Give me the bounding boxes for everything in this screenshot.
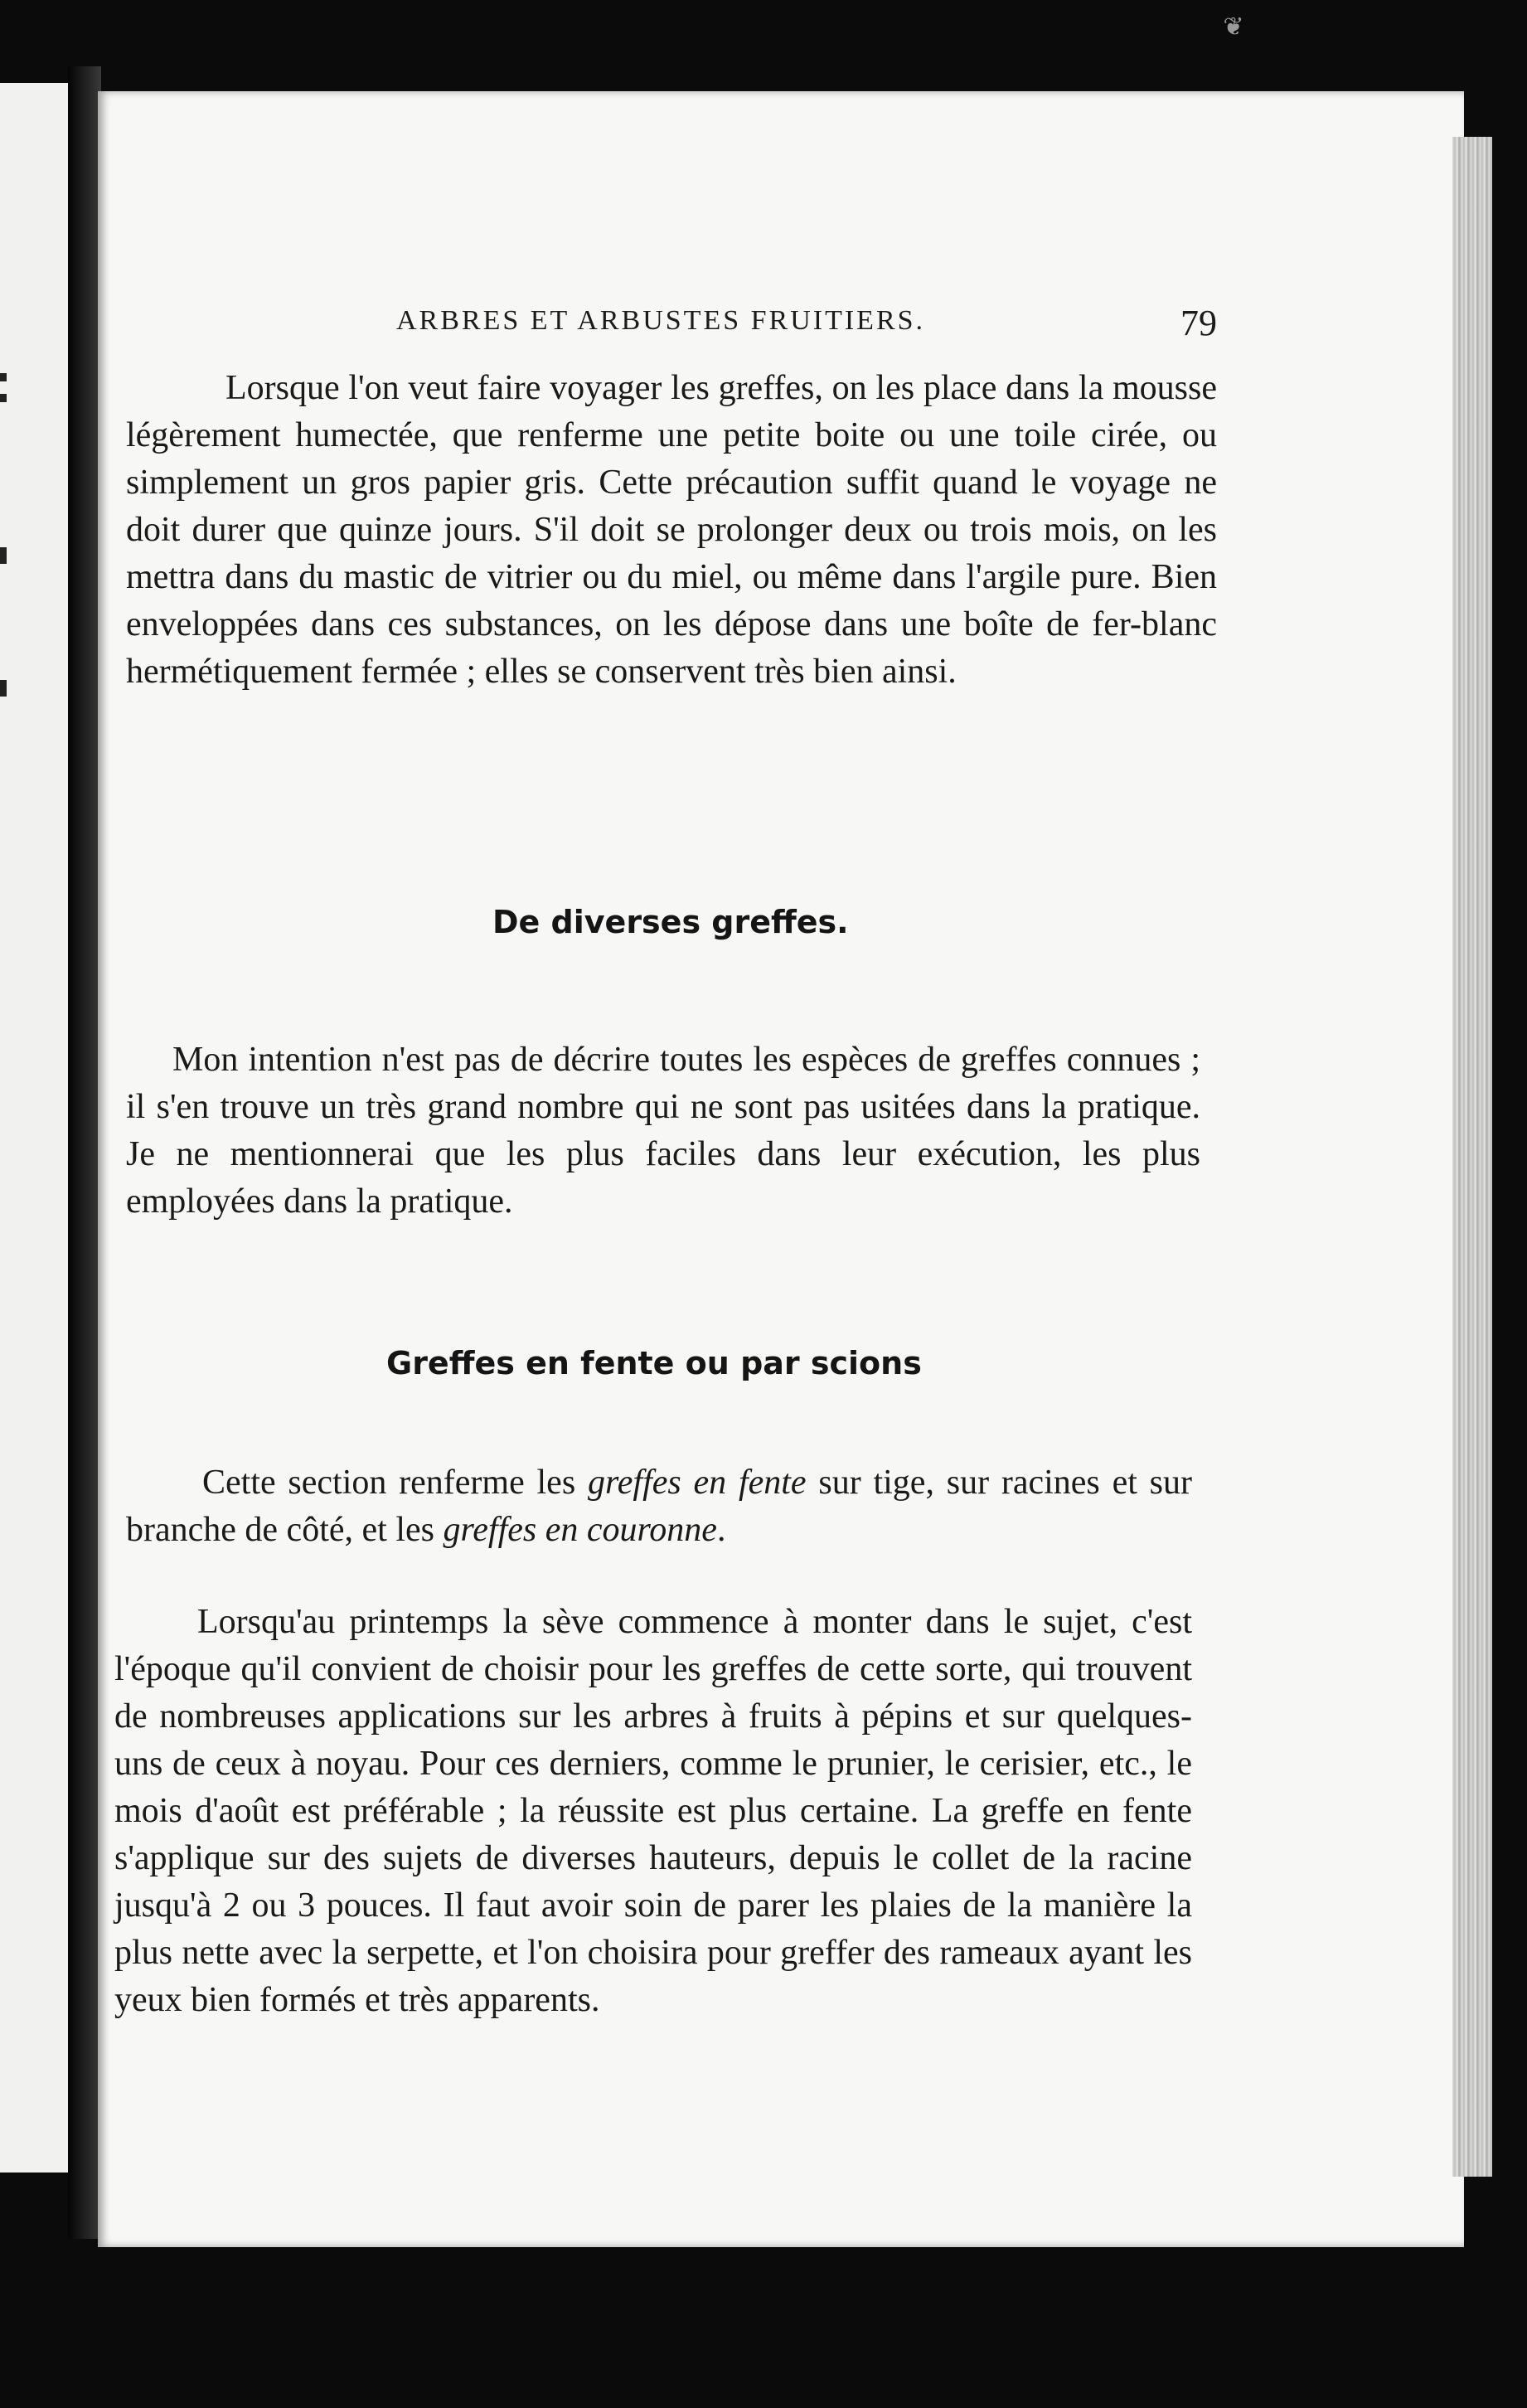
paragraph-3-text: sur tige, sur racines et sur branche de côté, et les: [126, 1464, 1192, 1549]
section-heading-greffes-en-fente: Greffes en fente ou par scions: [386, 1345, 922, 1381]
paragraph-2: Mon intention n'est pas de décrire toutes les espèces de greffes connues ; il s'en trouve un très grand nombre qui ne sont pas usitées dans la pratique. Je ne mentionnerai que les plus faciles dans leur exécution, les plus employées dans la pratique.: [126, 1041, 1200, 1221]
paragraph-3-text: Cette section renferme les: [202, 1464, 588, 1502]
left-page-mark: [0, 373, 7, 381]
left-page-mark: [0, 680, 7, 697]
paragraph-4: Lorsqu'au printemps la sève commence à monter dans le sujet, c'est l'époque qu'il convient de choisir pour les greffes de cette sorte, qui trouvent de nombreuses applications sur les arbres à fruits à pépins et sur quelques-uns de ceux à noyau. Pour ces derniers, comme le prunier, le cerisier, etc., le mois d'août est préférable ; la réussite est plus certaine. La greffe en fente s'applique sur des sujets de diverses hauteurs, depuis le collet de la racine jusqu'à 2 ou 3 pouces. Il faut avoir soin de parer les plaies de la manière la plus nette avec la serpette, et l'on choisira pour greffer des rameaux ayant les yeux bien formés et très apparents.: [114, 1603, 1192, 2019]
section-heading-diverses-greffes: De diverses greffes.: [492, 904, 849, 940]
page-edge: [1452, 137, 1492, 2177]
paragraph-3-text: .: [716, 1511, 726, 1549]
paragraph-3: [126, 1459, 1192, 1554]
italic-term-greffes-en-couronne: greffes en couronne: [443, 1511, 717, 1549]
paragraph-1: Lorsque l'on veut faire voyager les greffes, on les place dans la mousse légèrement humectée, que renferme une petite boite ou une toile cirée, ou simplement un gros papier gris. Cette précaution suffit quand le voyage ne doit durer que quinze jours. S'il doit se prolonger deux ou trois mois, on les mettra dans du mastic de vitrier ou du miel, ou même dans l'argile pure. Bien enveloppées dans ces substances, on les dépose dans une boîte de fer-blanc hermétiquement fermée ; elles se conservent très bien ainsi.: [126, 369, 1217, 691]
italic-term-greffes-en-fente: greffes en fente: [587, 1464, 807, 1502]
left-page-mark: [0, 547, 7, 564]
running-head: ARBRES ET ARBUSTES FRUITIERS.: [396, 305, 926, 336]
left-page-mark: [0, 394, 7, 402]
page-number: 79: [1180, 303, 1217, 343]
binding-gutter: [68, 66, 101, 2239]
corner-ornament: ❦: [1223, 12, 1244, 41]
left-page-sliver: [0, 83, 68, 2173]
